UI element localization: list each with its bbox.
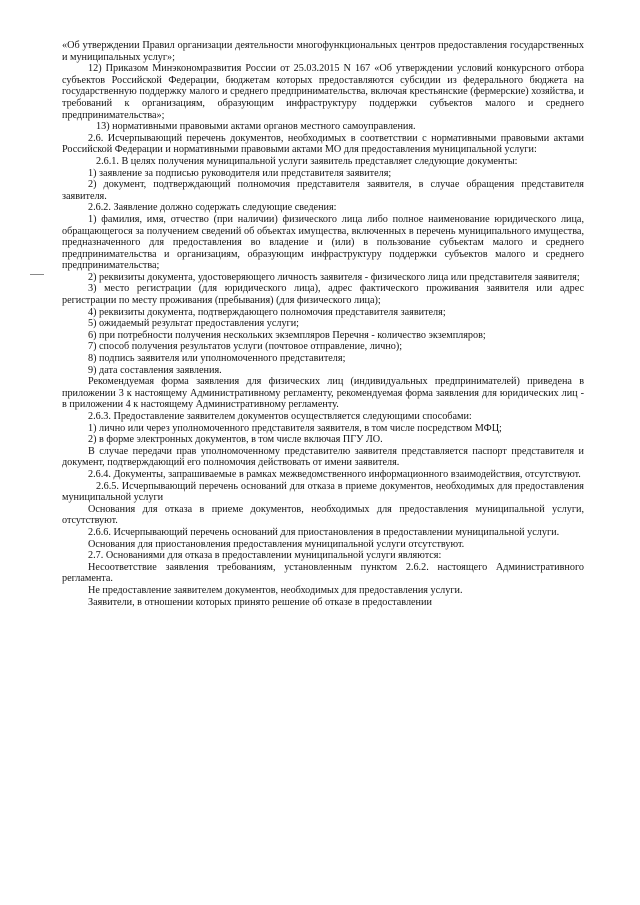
paragraph: 2.7. Основаниями для отказа в предоставлении муниципальной услуги являются: xyxy=(88,550,442,562)
paragraph: 13) нормативными правовыми актами органов местного самоуправления. xyxy=(96,121,416,133)
paragraph: «Об утверждении Правил организации деятельности многофункциональных центров предоставления государственных и муниципальных услуг»; xyxy=(62,40,584,63)
paragraph: Не предоставление заявителем документов, необходимых для предоставления услуги. xyxy=(88,584,463,596)
paragraph: 2.6.5. Исчерпывающий перечень оснований для отказа в приеме документов, необходимых для предоставления муниципальной услуги xyxy=(62,480,584,504)
paragraph: Несоответствие заявления требованиям, установленным пунктом 2.6.2. настоящего Административного регламента. xyxy=(62,561,584,585)
paragraph: 1) лично или через уполномоченного представителя заявителя, в том числе посредством МФЦ; xyxy=(88,422,502,434)
paragraph: 8) подпись заявителя или уполномоченного представителя; xyxy=(88,353,346,365)
paragraph: Рекомендуемая форма заявления для физических лиц (индивидуальных предпринимателей) приведена в приложении 3 к настоящему Административному регламенту, рекомендуемая форма заявления для юридических лиц - в приложении 4 к настоящему Административному регламенту. xyxy=(62,376,584,411)
paragraph: В случае передачи прав уполномоченному представителю заявителя представляется паспорт представителя и документ, подтверждающий его полномочия действовать от имени заявителя. xyxy=(62,445,584,469)
paragraph: 6) при потребности получения нескольких экземпляров Перечня - количество экземпляров; xyxy=(88,329,486,341)
paragraph: 4) реквизиты документа, подтверждающего полномочия представителя заявителя; xyxy=(88,306,446,318)
paragraph: 2.6.1. В целях получения муниципальной услуги заявитель представляет следующие документы: xyxy=(96,155,518,167)
paragraph: 2) в форме электронных документов, в том числе включая ПГУ ЛО. xyxy=(88,434,383,446)
paragraph: Основания для отказа в приеме документов, необходимых для предоставления муниципальной услуги, отсутствуют. xyxy=(62,503,584,527)
paragraph: 2.6.3. Предоставление заявителем документов осуществляется следующими способами: xyxy=(88,411,472,422)
paragraph: 7) способ получения результатов услуги (почтовое отправление, лично); xyxy=(88,341,403,353)
paragraph: 12) Приказом Минэкономразвития России от 25.03.2015 N 167 «Об утверждении условий конкурсного отбора субъектов Российской Федерации, бюджетам которых предоставляются субсидии из федерального бюджета на государственную поддержку малого и среднего предпринимательства, включая крестьянские (фермерские) хозяйства, и требований к организациям, образующим инфраструктуру поддержки субъектов малого и среднего предпринимательства»; xyxy=(62,63,584,121)
paragraph: 2.6.2. Заявление должно содержать следующие сведения: xyxy=(88,202,337,214)
paragraph: 2.6.4. Документы, запрашиваемые в рамках межведомственного информационного взаимодействия, отсутствуют. xyxy=(88,468,581,480)
paragraph: Основания для приостановления предоставления муниципальной услуги отсутствуют. xyxy=(88,538,465,550)
paragraph: 9) дата составления заявления. xyxy=(88,364,222,376)
paragraph: 2.6. Исчерпывающий перечень документов, необходимых в соответствии с нормативными правовыми актами Российской Федерации и нормативными правовыми актами МО для предоставления муниципальной услуги: xyxy=(62,132,584,156)
paragraph: 5) ожидаемый результат предоставления услуги; xyxy=(88,318,300,330)
paragraph: 3) место регистрации (для юридического лица), адрес фактического проживания заявителя или адрес регистрации по месту проживания (пребывания) (для физического лица); xyxy=(62,283,584,307)
paragraph: Заявители, в отношении которых принято решение об отказе в предоставлении xyxy=(88,596,432,608)
margin-mark xyxy=(30,274,44,275)
paragraph: 2.6.6. Исчерпывающий перечень оснований для приостановления в предоставлении муниципальной услуги. xyxy=(88,526,560,538)
paragraph: 1) фамилия, имя, отчество (при наличии) физического лица либо полное наименование юридического лица, обращающегося за получением сведений об объектах имущества, включенных в перечень муниципального имущества, предназначенного для предоставления во владение и (или) в пользование субъектам малого и среднего предпринимательства и организациям, образующим инфраструктуру поддержки субъектов малого и среднего предпринимательства; xyxy=(62,213,584,272)
paragraph: 2) реквизиты документа, удостоверяющего личность заявителя - физического лица или представителя заявителя; xyxy=(88,271,580,283)
document-page xyxy=(62,40,584,608)
paragraph: 2) документ, подтверждающий полномочия представителя заявителя, в случае обращения представителя заявителя. xyxy=(62,179,584,202)
paragraph: 1) заявление за подписью руководителя или представителя заявителя; xyxy=(88,167,392,179)
